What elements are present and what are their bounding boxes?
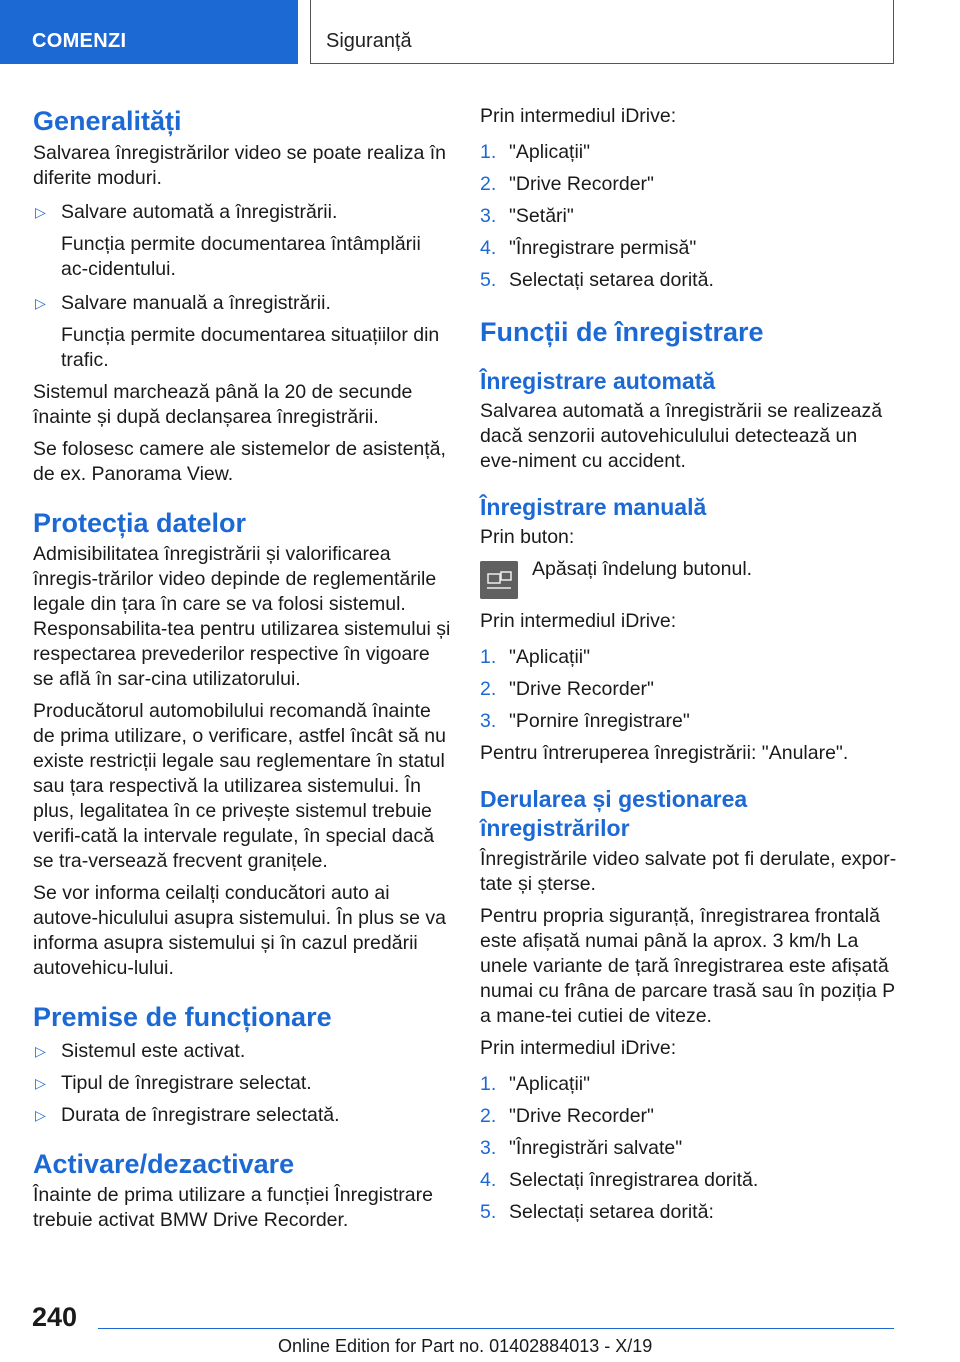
header-chapter-box: [310, 0, 894, 64]
bullet-item: [33, 1071, 451, 1096]
paragraph: Sistemul marchează până la 20 de secunde înainte și după declanșarea înregistrării.: [33, 381, 413, 428]
list-item: [480, 204, 900, 229]
list-item: [480, 268, 900, 293]
list-text: "Drive Recorder": [509, 678, 654, 700]
bullet-text: Salvare automată a înregistrării.: [61, 201, 338, 223]
heading-playback-management: Derularea și gestionarea înregistrărilor: [480, 786, 748, 841]
numbered-list: [480, 645, 900, 734]
numbered-list: [480, 1072, 900, 1225]
paragraph: Înregistrările video salvate pot fi derulate, expor-tate și șterse.: [480, 848, 897, 895]
paragraph: Pentru propria siguranță, înregistrarea frontală este afișată numai până la aprox. 3 km/h La unele variante de țară înregistrarea este afișată numai cu frâna de parcare trasă sau în poziția P a mane-tei cutiei de viteze.: [480, 905, 895, 1027]
paragraph: Prin intermediul iDrive:: [480, 105, 677, 127]
list-text: "Setări": [509, 205, 574, 227]
list-number: 1.: [480, 141, 497, 163]
list-text: Selectați setarea dorită.: [509, 269, 714, 291]
list-number: 2.: [480, 1105, 497, 1127]
header-section-tab: [0, 0, 298, 64]
list-item: [480, 140, 900, 165]
bullet-item: [33, 1103, 451, 1128]
paragraph: Înainte de prima utilizare a funcției Înregistrare trebuie activat BMW Drive Recorder.: [33, 1184, 433, 1231]
list-text: "Drive Recorder": [509, 173, 654, 195]
list-text: "Pornire înregistrare": [509, 710, 690, 732]
paragraph: Se vor informa ceilalți conducători auto ai autove-hiculului asupra sistemului. În plus se va informa asupra sistemului și în cazul predării autovehicu-lului.: [33, 882, 446, 979]
list-item: [480, 1200, 900, 1225]
list-number: 5.: [480, 269, 497, 291]
list-item: [480, 677, 900, 702]
list-item: [480, 1072, 900, 1097]
list-number: 2.: [480, 678, 497, 700]
paragraph: Prin intermediul iDrive:: [480, 1037, 677, 1059]
heading-manual-recording: Înregistrare manuală: [480, 494, 707, 520]
footer-edition: Online Edition for Part no. 01402884013 - X/19: [278, 1336, 653, 1356]
list-number: 3.: [480, 1137, 497, 1159]
list-text: "Drive Recorder": [509, 1105, 654, 1127]
bullet-item: [33, 200, 451, 225]
bullet-text: Salvare manuală a înregistrării.: [61, 292, 331, 314]
paragraph: Pentru întreruperea înregistrării: "Anulare".: [480, 742, 849, 764]
bullet-item: [33, 291, 451, 316]
paragraph: Salvarea înregistrărilor video se poate realiza în diferite moduri.: [33, 142, 446, 189]
button-instruction: [480, 555, 900, 595]
list-number: 3.: [480, 205, 497, 227]
list-number: 5.: [480, 1201, 497, 1223]
right-column: [480, 100, 900, 1225]
triangle-bullet-icon: ▷: [35, 295, 46, 311]
list-number: 2.: [480, 173, 497, 195]
list-item: [480, 1104, 900, 1129]
triangle-bullet-icon: ▷: [35, 1075, 46, 1091]
list-text: "Înregistrare permisă": [509, 237, 697, 259]
bullet-text: Sistemul este activat.: [61, 1040, 246, 1062]
triangle-bullet-icon: ▷: [35, 1107, 46, 1123]
heading-activation: Activare/dezactivare: [33, 1149, 295, 1179]
paragraph: Salvarea automată a înregistrării se realizează dacă senzorii autovehiculului detectează un eve-niment cu accident.: [480, 400, 883, 472]
bullet-subtext: Funcția permite documentarea întâmplării ac-cidentului.: [61, 233, 421, 280]
bullet-text: Durata de înregistrare selectată.: [61, 1104, 340, 1126]
heading-prerequisites: Premise de funcționare: [33, 1002, 332, 1032]
list-number: 1.: [480, 1073, 497, 1095]
header-section-label: COMENZI: [32, 30, 127, 52]
list-number: 3.: [480, 710, 497, 732]
bullet-subtext: Funcția permite documentarea situațiilor din trafic.: [61, 324, 440, 371]
list-item: [480, 1136, 900, 1161]
paragraph: Se folosesc camere ale sistemelor de asistență, de ex. Panorama View.: [33, 438, 446, 485]
list-text: "Aplicații": [509, 1073, 591, 1095]
list-number: 1.: [480, 646, 497, 668]
numbered-list: [480, 140, 900, 293]
paragraph: Prin buton:: [480, 526, 575, 548]
drive-recorder-button-icon: [480, 561, 518, 599]
list-number: 4.: [480, 237, 497, 259]
list-item: [480, 236, 900, 261]
list-text: Selectați înregistrarea dorită.: [509, 1169, 759, 1191]
list-item: [480, 709, 900, 734]
paragraph: Prin intermediul iDrive:: [480, 610, 677, 632]
page-number: 240: [32, 1302, 78, 1332]
left-column: [33, 100, 451, 1233]
paragraph: Apăsați îndelung butonul.: [532, 558, 753, 580]
heading-general: Generalități: [33, 106, 182, 136]
paragraph: Admisibilitatea înregistrării și valorificarea înregis-trărilor video depinde de reglementările legale din țara în care se va folosi sistemul. Responsabilita-tea pentru utilizarea sistemului și respectarea prevederilor respective în vigoare se află în sar-cina utilizatorului.: [33, 543, 451, 690]
paragraph: Producătorul automobilului recomandă înainte de prima utilizare, o verificare, astfel încât să nu existe restricții legale sau reglementare în statul sau țara respectivă la utilizarea sistemului. În plus, legalitatea în ce privește sistemul trebuie verifi-cată la intervale regulate, în special dacă se tra-versează frecvent granițele.: [33, 700, 446, 872]
header-chapter-label: Siguranță: [326, 30, 412, 52]
heading-data-protection: Protecția datelor: [33, 508, 247, 538]
heading-auto-recording: Înregistrare automată: [480, 368, 716, 394]
list-text: "Înregistrări salvate": [509, 1137, 683, 1159]
list-item: [480, 172, 900, 197]
list-item: [480, 1168, 900, 1193]
footer-divider: [98, 1328, 894, 1329]
bullet-item: [33, 1039, 451, 1064]
list-text: "Aplicații": [509, 646, 591, 668]
list-number: 4.: [480, 1169, 497, 1191]
triangle-bullet-icon: ▷: [35, 1043, 46, 1059]
list-text: Selectați setarea dorită:: [509, 1201, 714, 1223]
list-text: "Aplicații": [509, 141, 591, 163]
triangle-bullet-icon: ▷: [35, 204, 46, 220]
heading-recording-functions: Funcții de înregistrare: [480, 317, 764, 347]
bullet-text: Tipul de înregistrare selectat.: [61, 1072, 312, 1094]
list-item: [480, 645, 900, 670]
